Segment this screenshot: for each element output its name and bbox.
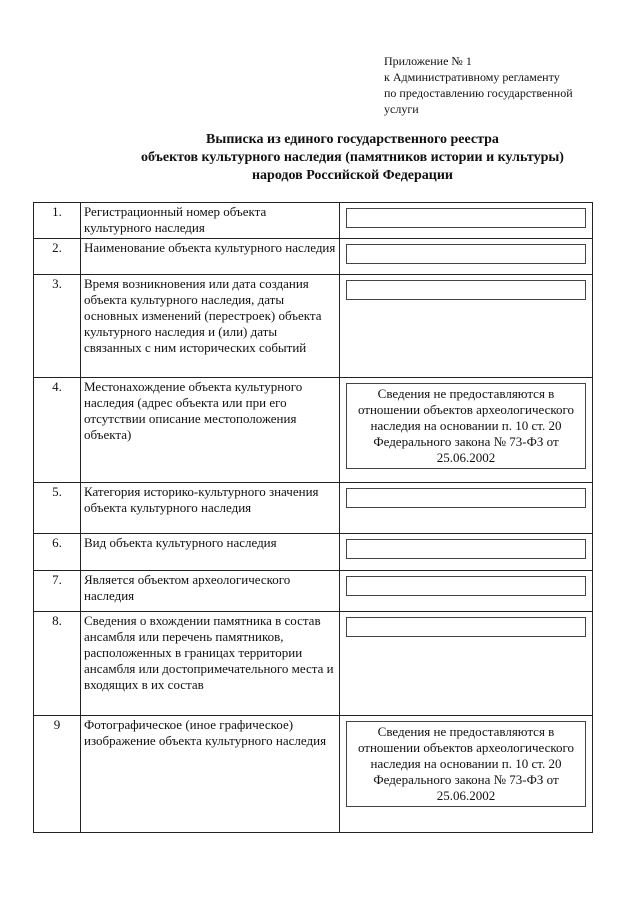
value-box [346,280,586,300]
value-box [346,244,586,264]
row-number: 8. [34,612,81,716]
value-box [346,617,586,637]
table-row [34,203,593,239]
value-box [346,539,586,559]
title-line: Выписка из единого государственного реестра [206,132,499,147]
appendix-line: услуги [384,102,419,116]
row-value [340,275,593,378]
row-value [340,716,593,833]
row-number: 6. [34,534,81,571]
title-line: объектов культурного наследия (памятников истории и культуры) [141,150,564,165]
table-row [34,716,593,833]
table-row [34,483,593,534]
table-row [34,612,593,716]
value-box: Сведения не предоставляются в отношении объектов археологического наследия на основании п. 10 ст. 20 Федерального закона № 73-ФЗ от 25.06.2002 [346,383,586,469]
row-label: Фотографическое (иное графическое) изображение объекта культурного наследия [81,716,340,833]
registry-table [33,202,593,833]
row-label: Категория историко-культурного значения объекта культурного наследия [81,483,340,534]
row-value [340,483,593,534]
value-box [346,208,586,228]
row-value [340,534,593,571]
row-label: Является объектом археологического наследия [81,571,340,612]
value-box [346,576,586,596]
appendix-note [384,53,614,117]
appendix-line: Приложение № 1 [384,54,472,68]
table-row [34,239,593,275]
table-row [34,534,593,571]
row-value [340,378,593,483]
appendix-line: к Административному регламенту [384,70,560,84]
row-label: Наименование объекта культурного наследия [81,239,340,275]
document-title [60,131,640,185]
row-value [340,239,593,275]
row-value [340,571,593,612]
row-number: 9 [34,716,81,833]
row-label: Регистрационный номер объекта культурного наследия [81,203,340,239]
table-row [34,275,593,378]
value-box: Сведения не предоставляются в отношении объектов археологического наследия на основании п. 10 ст. 20 Федерального закона № 73-ФЗ от 25.06.2002 [346,721,586,807]
row-number: 7. [34,571,81,612]
table-row [34,378,593,483]
row-label: Сведения о вхождении памятника в состав ансамбля или перечень памятников, расположенных в границах территории ансамбля или достопримечательного места и входящих в их состав [81,612,340,716]
row-label: Время возникновения или дата создания объекта культурного наследия, даты основных изменений (перестроек) объекта культурного наследия и (или) даты связанных с ним исторических событий [81,275,340,378]
row-number: 4. [34,378,81,483]
table-row [34,571,593,612]
row-value [340,612,593,716]
row-number: 5. [34,483,81,534]
title-line: народов Российской Федерации [251,168,453,183]
appendix-line: по предоставлению государственной [384,86,573,100]
row-label: Вид объекта культурного наследия [81,534,340,571]
row-number: 3. [34,275,81,378]
row-label: Местонахождение объекта культурного наследия (адрес объекта или при его отсутствии описание местоположения объекта) [81,378,340,483]
row-number: 1. [34,203,81,239]
row-value [340,203,593,239]
row-number: 2. [34,239,81,275]
value-box [346,488,586,508]
